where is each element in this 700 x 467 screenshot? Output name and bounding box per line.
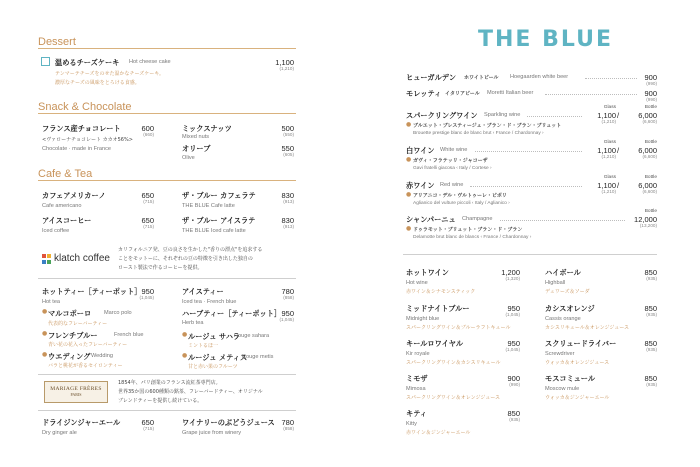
iced-latte-en: THE BLUE Iced cafe latte <box>182 228 246 234</box>
sparkling-glass-tax: (1,210) <box>601 119 616 124</box>
sparkling-glass-price: 1,100 <box>597 111 616 120</box>
champagne-jp: シャンパーニュ <box>406 215 456 224</box>
glass-label-2: Glass <box>603 140 616 145</box>
highball-en: Highball <box>545 280 566 286</box>
french-en: French blue <box>114 332 144 338</box>
choco-price: 600 <box>141 124 154 133</box>
nuts-en: Mixed nuts <box>182 134 210 140</box>
cassis-orange-tax: (935) <box>646 312 657 317</box>
moretti-price: 900 <box>644 89 657 98</box>
sparkling-bottle-tax: (6,600) <box>642 119 657 124</box>
cake-icon <box>41 57 50 66</box>
metis-en: Rouge metis <box>242 354 274 360</box>
mimosa-price: 900 <box>507 374 520 383</box>
red-glass-tax: (1,210) <box>601 189 616 194</box>
nuts-jp: ミックスナッツ <box>182 124 232 133</box>
dessert-item-jp: 温めるチーズケーキ <box>55 58 120 67</box>
moscow-mule-tax: (935) <box>646 382 657 387</box>
mariage-desc-2: 世界35か国の600種類の銘茶、フレーバードティー、オリジナル <box>118 389 263 395</box>
french-jp: フレンチブルー <box>48 331 98 340</box>
white-bullet: ● <box>406 156 412 163</box>
iced-latte-price: 830 <box>281 216 294 225</box>
marco-bullet: ● <box>42 308 48 315</box>
white-bottle-tax: (6,600) <box>642 154 657 159</box>
mimosa-jp: ミモザ <box>406 374 428 383</box>
klatch-logo-text: klatch coffee <box>54 253 110 264</box>
midnight-blue-tax: (1,045) <box>505 312 520 317</box>
iced-coffee-en: Iced coffee <box>42 228 70 234</box>
ginger-ale-price: 650 <box>141 418 154 427</box>
sahara-bullet: ● <box>182 331 188 338</box>
metis-bullet: ● <box>182 352 188 359</box>
red-slash: / <box>617 181 620 190</box>
herb-tea-en: Herb tea <box>182 320 204 326</box>
champagne-sub: Delamotte brut blanc de blancs ‹ France / Chardonnay › <box>413 235 532 240</box>
bottle-label-3: Bottle <box>644 175 657 180</box>
mimosa-note: スパークリングワイン＆オレンジジュース <box>406 395 501 401</box>
iced-coffee-tax: (715) <box>143 224 154 229</box>
screwdriver-price: 850 <box>644 339 657 348</box>
wedding-jp: ウエディング <box>48 352 91 361</box>
red-en: Red wine <box>440 182 464 188</box>
hot-wine-en: Hot wine <box>406 280 428 286</box>
iced-coffee-price: 650 <box>141 216 154 225</box>
hot-wine-jp: ホットワイン <box>406 268 449 277</box>
highball-jp: ハイボール <box>545 268 581 277</box>
mimosa-en: Mimosa <box>406 386 426 392</box>
metis-jp: ルージュ メティス <box>188 353 248 362</box>
glass-label-1: Glass <box>603 105 616 110</box>
moretti-jp2: イタリアビール <box>445 91 480 97</box>
moretti-en: Moretti Italian beer <box>487 90 534 96</box>
red-glass-price: 1,100 <box>597 181 616 190</box>
herb-tea-tax: (1,045) <box>279 317 294 322</box>
americano-tax: (715) <box>143 199 154 204</box>
cassis-orange-en: Cassis orange <box>545 316 581 322</box>
hot-wine-tax: (1,320) <box>505 276 520 281</box>
mariage-logo <box>44 381 108 403</box>
kitty-price: 850 <box>507 409 520 418</box>
mimosa-tax: (990) <box>509 382 520 387</box>
marco-note: 代表的なフレーバーティー <box>48 321 108 327</box>
hoegaarden-tax: (990) <box>646 81 657 86</box>
hoegaarden-jp2: ホワイトビール <box>464 75 499 81</box>
dessert-price: 1,100 <box>275 58 294 67</box>
klatch-desc-1: カリフォルニア発、豆の良さを生かした"香りの漂点"を追求する <box>118 247 263 253</box>
choco-tax: (660) <box>143 132 154 137</box>
ginger-ale-en: Dry ginger ale <box>42 430 77 436</box>
bottle-label-4: Bottle <box>644 209 657 214</box>
moscow-mule-note: ウォッカ＆ジンジャーエール <box>545 395 610 401</box>
midnight-blue-price: 950 <box>507 304 520 313</box>
white-glass-tax: (1,210) <box>601 154 616 159</box>
klatch-logo <box>42 253 112 267</box>
hoegaarden-jp: ヒューガルデン <box>406 73 457 82</box>
red-jp: 赤ワイン <box>406 181 435 190</box>
sahara-note: ミントるほ一 <box>188 343 219 349</box>
choco-sub: <ヴァローナチョコレート カカオ56%> <box>42 137 133 143</box>
klatch-desc-3: ロースト製法で作るコーヒーを提供。 <box>118 265 203 271</box>
red-bullet: ● <box>406 191 412 198</box>
sahara-en: Rouge sahara <box>234 333 270 339</box>
herb-tea-jp: ハーブティー［ティーポット］ <box>182 309 282 318</box>
mariage-logo-sub: PARIS <box>70 392 82 397</box>
white-slash: / <box>617 146 620 155</box>
latte-en: THE BLUE Cafe latte <box>182 203 235 209</box>
cassis-orange-price: 850 <box>644 304 657 313</box>
sparkling-sub: Brouette prestige blanc de blanc brut ‹ France / Chardonnay › <box>413 131 544 136</box>
olive-tax: (605) <box>283 152 294 157</box>
champagne-bottle-price: 12,000 <box>634 215 657 224</box>
sparkling-bottle-price: 6,000 <box>638 111 657 120</box>
hot-tea-tax: (1,045) <box>139 295 154 300</box>
brand-title: THE BLUE <box>478 27 614 52</box>
champagne-name: ドゥラモット・ブリュット・ブラン・ド・ブラン <box>413 227 523 233</box>
midnight-blue-note: スパークリングワイン＆ブルーラフトキュール <box>406 325 511 331</box>
olive-jp: オリーブ <box>182 144 211 153</box>
iced-tea-jp: アイスティー <box>182 287 224 296</box>
sparkling-jp: スパークリングワイン <box>406 111 478 120</box>
sparkling-slash: / <box>617 111 620 120</box>
grape-juice-price: 780 <box>281 418 294 427</box>
mariage-desc-1: 1854年、パリ創業のフランス流紅茶専門店。 <box>118 380 221 386</box>
marco-jp: マルコポーロ <box>48 309 92 318</box>
cafe-heading: Cafe & Tea <box>38 168 93 180</box>
kir-royale-note: スパークリングワイン＆カシスリキュール <box>406 360 501 366</box>
ginger-ale-tax: (715) <box>143 426 154 431</box>
kitty-jp: キティ <box>406 409 427 418</box>
kitty-en: Kitty <box>406 421 417 427</box>
hot-tea-en: Hot tea <box>42 299 61 305</box>
white-glass-price: 1,100 <box>597 146 616 155</box>
moretti-tax: (990) <box>646 97 657 102</box>
champagne-bullet: ● <box>406 225 412 232</box>
metis-note: 甘と赤い果のフルーツ <box>188 364 238 370</box>
grape-juice-en: Grape juice from winery <box>182 430 242 436</box>
midnight-blue-en: Midnight blue <box>406 316 440 322</box>
red-sub: Aglianico del vulture piccoli ‹ Italy / Aglianico › <box>413 201 510 206</box>
champagne-en: Champagne <box>462 216 493 222</box>
bottle-label-1: Bottle <box>644 105 657 110</box>
white-bottle-price: 6,000 <box>638 146 657 155</box>
iced-tea-tax: (858) <box>283 295 294 300</box>
herb-tea-price: 950 <box>281 309 294 318</box>
screwdriver-en: Screwdriver <box>545 351 575 357</box>
latte-price: 830 <box>281 191 294 200</box>
dessert-heading: Dessert <box>38 36 76 48</box>
dessert-tax: (1,210) <box>279 66 294 71</box>
snack-heading: Snack & Chocolate <box>38 101 132 113</box>
white-name: ガヴィ・フラテッリ・ジャコーザ <box>413 158 488 164</box>
iced-latte-tax: (913) <box>283 224 294 229</box>
kir-royale-price: 950 <box>507 339 520 348</box>
kitty-note: 赤ワイン＆ジンジャーエール <box>406 430 471 436</box>
sparkling-bullet: ● <box>406 121 412 128</box>
grape-juice-tax: (858) <box>283 426 294 431</box>
kir-royale-tax: (1,045) <box>505 347 520 352</box>
sparkling-en: Sparkling wine <box>484 112 521 118</box>
choco-jp: フランス産チョコレート <box>42 124 121 133</box>
kir-royale-jp: キールロワイヤル <box>406 339 464 348</box>
mariage-desc-3: ブレンドティーを提供し続けている。 <box>118 398 203 404</box>
midnight-blue-jp: ミッドナイトブルー <box>406 304 470 313</box>
iced-tea-en: Iced tea · French blue <box>182 299 237 305</box>
iced-coffee-jp: アイスコーヒー <box>42 216 92 225</box>
moscow-mule-price: 850 <box>644 374 657 383</box>
americano-jp: カフェアメリカーノ <box>42 191 106 200</box>
cassis-orange-jp: カシスオレンジ <box>545 304 595 313</box>
marco-en: Marco polo <box>104 310 132 316</box>
french-bullet: ● <box>42 330 48 337</box>
ginger-ale-jp: ドライジンジャーエール <box>42 418 121 427</box>
cassis-orange-note: カシスリキュール＆オレンジジュース <box>545 325 630 331</box>
red-bottle-tax: (6,600) <box>642 189 657 194</box>
hoegaarden-price: 900 <box>644 73 657 82</box>
red-bottle-price: 6,000 <box>638 181 657 190</box>
screwdriver-tax: (935) <box>646 347 657 352</box>
klatch-mark-icon <box>42 254 51 265</box>
screwdriver-jp: スクリュードライバー <box>545 339 617 348</box>
iced-tea-price: 780 <box>281 287 294 296</box>
iced-latte-jp: ザ・ブルー アイスラテ <box>182 216 256 225</box>
mariage-logo-text: MARIAGE FRÈRES <box>50 386 102 392</box>
white-sub: Gavi fratelli giacosa ‹ Italy / Cortese › <box>413 166 492 171</box>
dessert-item-en: Hot cheese cake <box>129 59 171 65</box>
wedding-note: バラと桃花が香るセイロンティー <box>48 363 123 369</box>
glass-label-3: Glass <box>603 175 616 180</box>
sahara-jp: ルージュ サハラ <box>188 332 241 341</box>
moretti-jp: モレッティ <box>406 89 442 98</box>
latte-jp: ザ・ブルー カフェラテ <box>182 191 256 200</box>
olive-price: 550 <box>281 144 294 153</box>
kir-royale-en: Kir royale <box>406 351 430 357</box>
wedding-en: Wedding <box>91 353 113 359</box>
hot-wine-note: 赤ワイン＆シナモンスティック <box>406 289 476 295</box>
hot-tea-jp: ホットティー［ティーポット］ <box>42 287 142 296</box>
moscow-mule-jp: モスコミュール <box>545 374 596 383</box>
hot-wine-price: 1,200 <box>501 268 520 277</box>
hot-tea-price: 950 <box>141 287 154 296</box>
screwdriver-note: ウォッカ＆オレンジジュース <box>545 360 610 366</box>
americano-en: Cafe americano <box>42 203 82 209</box>
kitty-tax: (935) <box>509 417 520 422</box>
highball-note: デュワーズ＆ソーダ <box>545 289 590 295</box>
nuts-tax: (550) <box>283 132 294 137</box>
champagne-bottle-tax: (13,200) <box>639 223 657 228</box>
bottle-label-2: Bottle <box>644 140 657 145</box>
dessert-desc-1: テンマーテチーズをのせた温かなチーズケーキ。 <box>55 71 165 77</box>
white-jp: 白ワイン <box>406 146 435 155</box>
nuts-price: 500 <box>281 124 294 133</box>
red-name: アリアニコ・デル・ヴルトゥーレ・ビボリ <box>413 193 507 199</box>
wedding-bullet: ● <box>42 351 48 358</box>
sparkling-name: ブルエット・ブレスティージュ・ブラン・ド・ブラン・ブリュット <box>413 123 562 129</box>
dessert-desc-2: 濃厚なチーズの風味をとろける食感。 <box>55 80 140 86</box>
choco-en: Chocolate · made in France <box>42 146 112 152</box>
hoegaarden-en: Hoegaarden white beer <box>510 74 569 80</box>
americano-price: 650 <box>141 191 154 200</box>
highball-tax: (935) <box>646 276 657 281</box>
moscow-mule-en: Moscow mule <box>545 386 580 392</box>
grape-juice-jp: ワイナリーのぶどうジュース <box>182 418 275 427</box>
klatch-desc-2: ことをモットーに、それぞれの豆の特徴を引き出した独自の <box>118 256 253 262</box>
latte-tax: (913) <box>283 199 294 204</box>
french-note: 青い花の花入ったフレーバーティー <box>48 342 128 348</box>
highball-price: 850 <box>644 268 657 277</box>
white-en: White wine <box>440 147 468 153</box>
olive-en: Olive <box>182 155 195 161</box>
